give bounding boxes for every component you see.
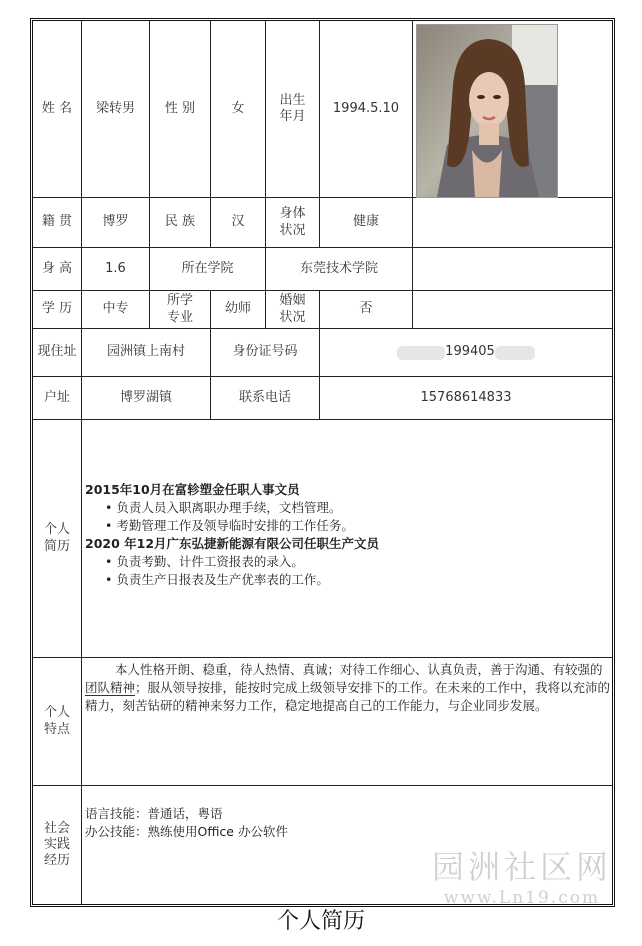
idcard-value bbox=[320, 329, 612, 377]
practice-content bbox=[85, 805, 605, 840]
watermark-url: www.Ln19.com bbox=[443, 888, 601, 908]
redaction-blur bbox=[495, 346, 535, 360]
empty-cell bbox=[413, 291, 612, 329]
job2-title: 2020 年12月广东弘捷新能源有限公司任职生产文员 bbox=[85, 536, 380, 551]
watermark bbox=[432, 842, 612, 908]
idcard-label: 身份证号码 bbox=[211, 329, 320, 377]
name-label: 姓 名 bbox=[33, 21, 82, 198]
household-value: 博罗湖镇 bbox=[82, 377, 211, 420]
health-label: 身体 状况 bbox=[266, 198, 320, 248]
empty-cell bbox=[413, 248, 612, 291]
birth-value: 1994.5.10 bbox=[320, 21, 413, 198]
address-label: 现住址 bbox=[33, 329, 82, 377]
job1-item: • 负责人员入职离职办理手续，文档管理。 bbox=[105, 500, 342, 515]
gender-label: 性 别 bbox=[150, 21, 211, 198]
traits-text: ；服从领导按排，能按时完成上级领导安排下的工作。在未来的工作中，我将以充沛的精力，刻苦钻研的精神来努力工作，稳定地提高自己的工作能力，与企业同步发展。 bbox=[85, 680, 611, 714]
resume-label: 个人 简历 bbox=[33, 420, 82, 658]
phone-label: 联系电话 bbox=[211, 377, 320, 420]
resume-content bbox=[85, 480, 605, 588]
empty-cell bbox=[413, 198, 612, 248]
phone-value: 15768614833 bbox=[320, 377, 612, 420]
practice-line: 办公技能：熟练使用Office 办公软件 bbox=[85, 823, 288, 839]
name-value: 梁转男 bbox=[82, 21, 150, 198]
ethnicity-value: 汉 bbox=[211, 198, 266, 248]
marital-value: 否 bbox=[320, 291, 413, 329]
major-value: 幼师 bbox=[211, 291, 266, 329]
portrait-photo bbox=[416, 24, 558, 198]
major-label: 所学 专业 bbox=[150, 291, 211, 329]
school-label: 所在学院 bbox=[150, 248, 266, 291]
job2-item: • 负责考勤、计件工资报表的录入。 bbox=[105, 554, 304, 569]
redaction-blur bbox=[397, 346, 445, 360]
birth-label: 出生 年月 bbox=[266, 21, 320, 198]
household-label: 户址 bbox=[33, 377, 82, 420]
education-value: 中专 bbox=[82, 291, 150, 329]
job1-item: • 考勤管理工作及领导临时安排的工作任务。 bbox=[105, 518, 354, 533]
practice-line: 语言技能：普通话，粤语 bbox=[85, 806, 223, 821]
practice-label: 社会 实践 经历 bbox=[33, 786, 82, 904]
idcard-visible: 199405 bbox=[445, 344, 495, 360]
resume-table bbox=[30, 18, 615, 907]
document-title: 个人简历 bbox=[276, 909, 365, 934]
origin-value: 博罗 bbox=[82, 198, 150, 248]
traits-underlined: 团队精神 bbox=[85, 680, 136, 696]
traits-content bbox=[85, 661, 611, 715]
height-label: 身 高 bbox=[33, 248, 82, 291]
gender-value: 女 bbox=[211, 21, 266, 198]
address-value: 园洲镇上南村 bbox=[82, 329, 211, 377]
traits-text: 本人性格开朗、稳重，待人热情、真诚；对待工作细心、认真负责，善于沟通、有较强的 bbox=[115, 662, 603, 677]
traits-label: 个人 特点 bbox=[33, 658, 82, 786]
watermark-title: 园洲社区网 bbox=[431, 848, 612, 886]
job2-item: • 负责生产日报表及生产优率表的工作。 bbox=[105, 572, 329, 587]
job1-title: 2015年10月在富轸塑金任职人事文员 bbox=[85, 482, 300, 497]
origin-label: 籍 贯 bbox=[33, 198, 82, 248]
height-value: 1.6 bbox=[82, 248, 150, 291]
education-label: 学 历 bbox=[33, 291, 82, 329]
marital-label: 婚姻 状况 bbox=[266, 291, 320, 329]
ethnicity-label: 民 族 bbox=[150, 198, 211, 248]
health-value: 健康 bbox=[320, 198, 413, 248]
school-value: 东莞技术学院 bbox=[266, 248, 413, 291]
